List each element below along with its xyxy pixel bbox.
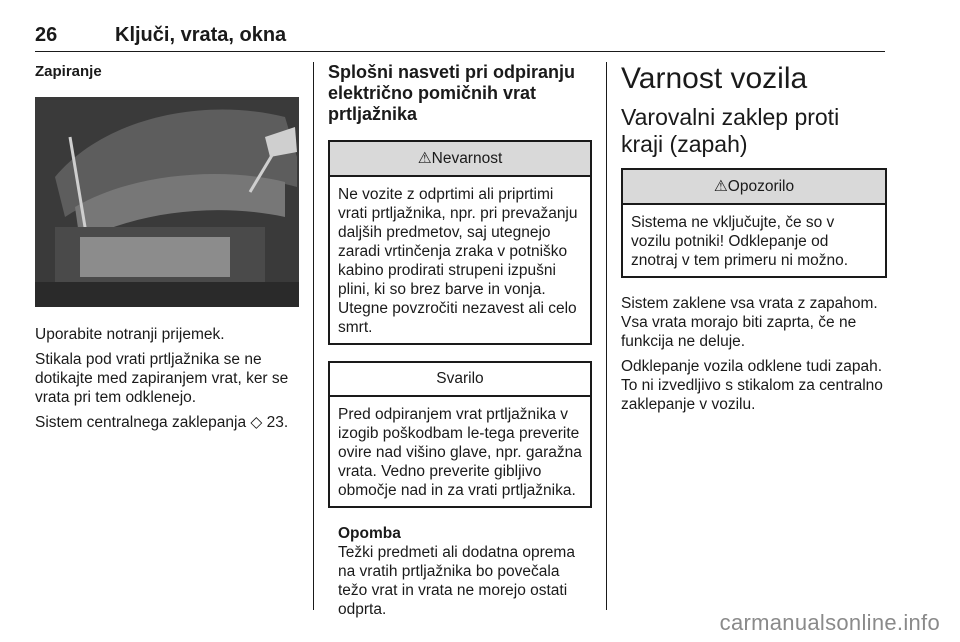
page-number: 26: [35, 24, 58, 46]
watermark: carmanualsonline.info: [719, 610, 940, 635]
page-header: [35, 24, 885, 52]
paragraph: Sistem centralnega zaklepanja ◇ 23.: [35, 414, 289, 431]
section-heading: Splošni nasveti pri odpiranju električno pomičnih vrat prtljažnika: [328, 62, 576, 124]
chapter-title: Ključi, vrata, okna: [115, 24, 287, 46]
column-divider-1: [313, 62, 314, 610]
section-title: Varnost vozila: [621, 62, 808, 95]
column-right: [621, 62, 887, 420]
danger-box-header: [330, 142, 590, 177]
note-text: Težki predmeti ali dodatna oprema na vratih prtljažnika bo povečala težo vrat in vrata ne morejo ostati odprta.: [338, 544, 575, 618]
danger-title: Nevarnost: [431, 150, 503, 167]
warning-box-header: [623, 170, 885, 205]
danger-box: [328, 140, 592, 345]
caution-text: Pred odpiranjem vrat prtljažnika v izogib poškodbam le-tega preverite ovire nad višino glave, npr. garažna vrata. Vedno preverite gibljivo območje nad in za vrati prtljažnika.: [338, 406, 582, 499]
tailgate-photo: [35, 97, 299, 307]
warning-box: [621, 168, 887, 278]
warning-title: Opozorilo: [727, 178, 795, 195]
warning-triangle-icon: ⚠: [417, 150, 432, 167]
section-subheading: Zapiranje: [35, 63, 102, 80]
column-middle: [328, 62, 592, 619]
danger-text: Ne vozite z odprtimi ali priprtimi vrati prtljažnika, npr. pri prevažanju daljših predmetov, saj utegnejo zaradi vrtinčenja zraka v potniško kabino prodirati strupeni izpušni plini, ki so brez barve in vonja. Utegne povzročiti nezavest ali celo smrt.: [338, 186, 578, 336]
paragraph: Uporabite notranji prijemek.: [35, 326, 225, 343]
section-subtitle: Varovalni zaklep proti kraji (zapah): [621, 104, 840, 157]
tailgate-illustration: [35, 97, 299, 307]
note-title: Opomba: [338, 525, 401, 542]
warning-triangle-icon: ⚠: [713, 178, 728, 195]
column-divider-2: [606, 62, 607, 610]
caution-title: Svarilo: [330, 363, 590, 397]
paragraph: Stikala pod vrati prtljažnika se ne dotikajte med zapiranjem vrat, ker se vrata pri tem odklenejo.: [35, 351, 289, 406]
column-left: [35, 62, 299, 438]
paragraph: Sistem zaklene vsa vrata z zapahom. Vsa vrata morajo biti zaprta, če ne funkcija ne deluje.: [621, 295, 878, 350]
caution-box: [328, 361, 592, 508]
warning-text: Sistema ne vključujte, če so v vozilu potniki! Odklepanje od znotraj v tem primeru ni možno.: [631, 214, 849, 269]
paragraph: Odklepanje vozila odklene tudi zapah. To ni izvedljivo s stikalom za centralno zaklepanje v vozilu.: [621, 358, 883, 413]
note: [328, 524, 592, 619]
